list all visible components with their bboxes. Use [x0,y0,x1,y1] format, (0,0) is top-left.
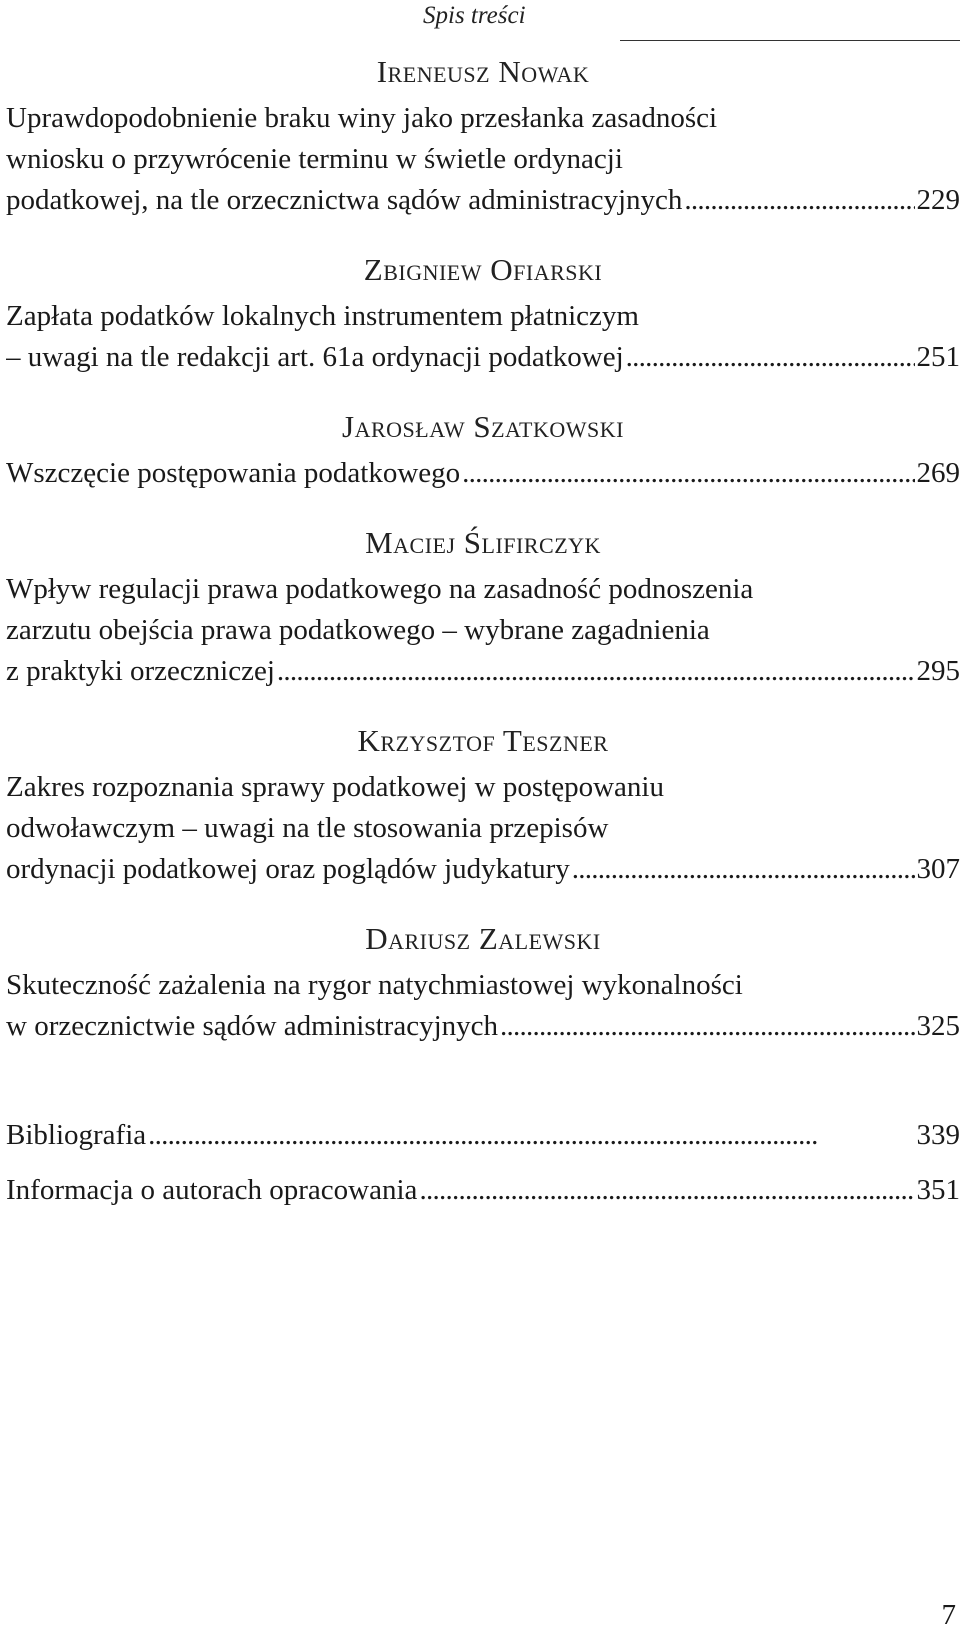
chapter-title-text: – uwagi na tle redakcji art. 61a ordynacji podatkowej [6,341,624,373]
chapter-title-last-line [6,849,960,890]
back-matter-label: Bibliografia [6,1119,147,1151]
page-folio: 7 [941,1599,956,1631]
chapter-author: Ireneusz Nowak [376,54,590,89]
chapter-author: Zbigniew Ofiarski [363,252,603,287]
running-head [0,0,960,44]
dot-leader [626,337,915,378]
page-number: 339 [916,1119,960,1151]
toc-entry-nowak[interactable] [6,54,960,221]
chapter-title-text: Wszczęcie postępowania podatkowego [6,457,461,489]
chapter-author: Krzysztof Teszner [357,723,609,758]
dot-leader [684,180,914,221]
chapter-title-line: odwoławczym – uwagi na tle stosowania przepisów [6,812,609,844]
chapter-title-last-line [6,1006,960,1047]
chapter-title-last-line [6,453,960,494]
chapter-title-line: Uprawdopodobnienie braku winy jako przesłanka zasadności [6,102,718,134]
chapter-title-text: w orzecznictwie sądów administracyjnych [6,1010,499,1042]
toc-entry-szatkowski[interactable] [6,409,960,494]
chapter-title-last-line [6,180,960,221]
chapter-title-line: Skuteczność zażalenia na rygor natychmiastowej wykonalności [6,969,743,1001]
toc-entry-slifirczyk[interactable] [6,525,960,692]
dot-leader [500,1006,914,1047]
chapter-author: Dariusz Zalewski [365,921,601,956]
chapter-title-line: Zakres rozpoznania sprawy podatkowej w postępowaniu [6,771,664,803]
chapter-author: Maciej Ślifirczyk [365,525,601,560]
page-number: 351 [916,1174,960,1206]
toc-entry-ofiarski[interactable] [6,252,960,378]
chapter-author: Jarosław Szatkowski [342,409,624,444]
header-rule [620,40,960,41]
dot-leader [148,1115,914,1156]
page-number: 269 [916,457,960,489]
chapter-title-line: Zapłata podatków lokalnych instrumentem płatniczym [6,300,639,332]
table-of-contents [6,54,960,1211]
page-number: 325 [916,1010,960,1042]
toc-entry-zalewski[interactable] [6,921,960,1047]
chapter-title-line: wniosku o przywrócenie terminu w świetle ordynacji [6,143,623,175]
chapter-title-text: podatkowej, na tle orzecznictwa sądów administracyjnych [6,184,683,216]
chapter-title-text: ordynacji podatkowej oraz poglądów judykatury [6,853,570,885]
running-head-title: Spis treści [423,2,526,29]
page-number: 251 [916,341,960,373]
toc-entry-teszner[interactable] [6,723,960,890]
toc-entry-informacja-o-autorach[interactable] [6,1170,960,1211]
page-number: 229 [916,184,960,216]
toc-entry-bibliografia[interactable] [6,1115,960,1156]
dot-leader [462,453,914,494]
chapter-title-last-line [6,337,960,378]
dot-leader [419,1170,914,1211]
chapter-title-text: z praktyki orzeczniczej [6,655,275,687]
dot-leader [277,651,915,692]
chapter-title-line: Wpływ regulacji prawa podatkowego na zasadność podnoszenia [6,573,754,605]
back-matter-label: Informacja o autorach opracowania [6,1174,418,1206]
page-number: 295 [916,655,960,687]
chapter-title-last-line [6,651,960,692]
dot-leader [572,849,915,890]
chapter-title-line: zarzutu obejścia prawa podatkowego – wybrane zagadnienia [6,614,710,646]
page-number: 307 [916,853,960,885]
